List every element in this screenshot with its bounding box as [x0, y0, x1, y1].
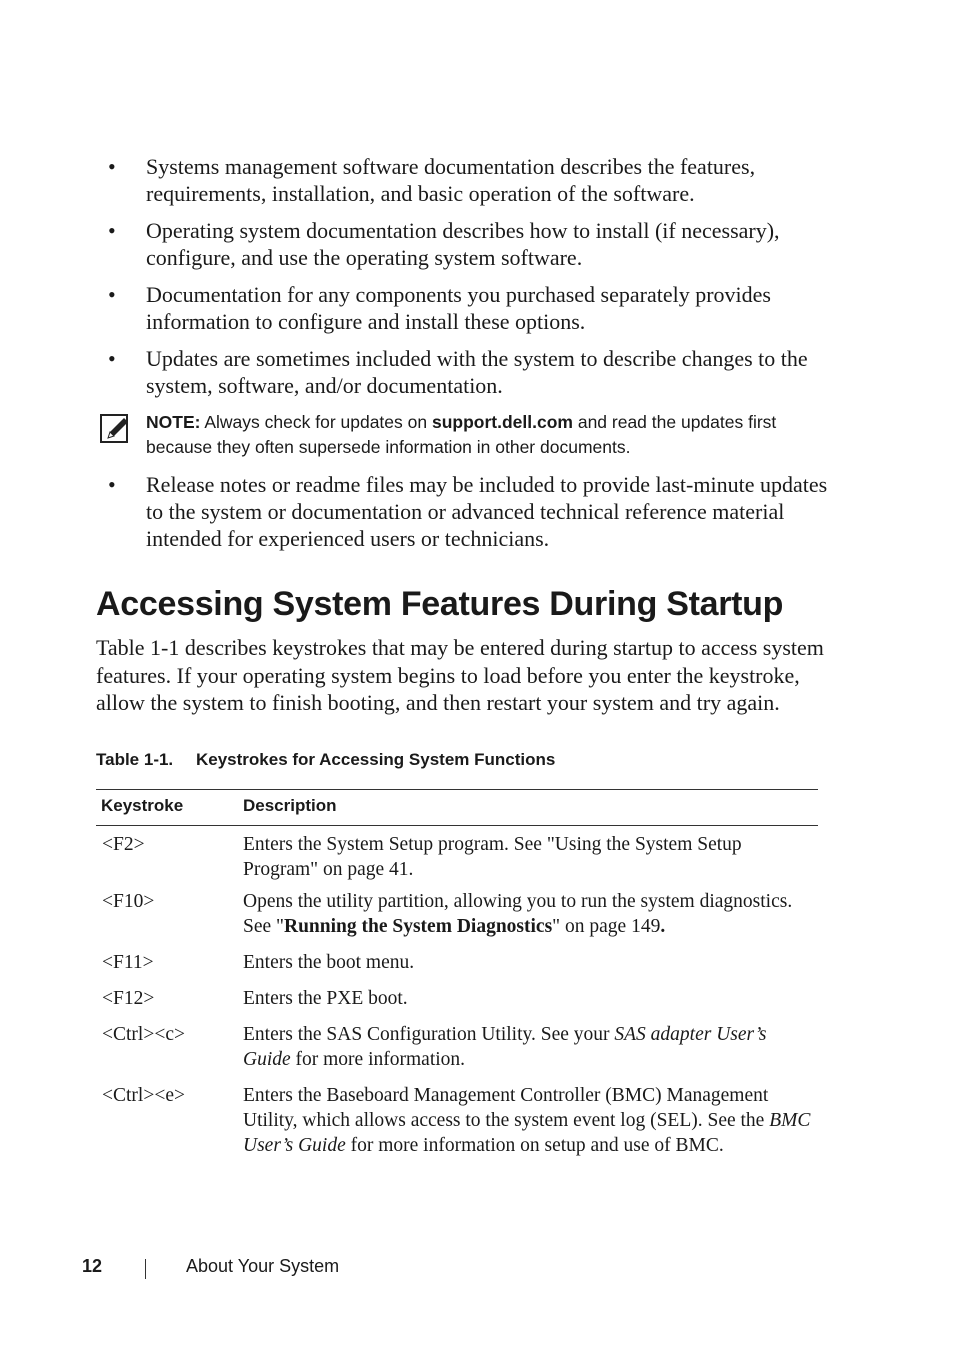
- description-text: SAS adapter User’s Guide: [243, 1024, 767, 1070]
- note-box: [100, 410, 820, 460]
- page-number: 12: [82, 1256, 103, 1276]
- table-row: [96, 1083, 818, 1158]
- description-cell: [243, 986, 813, 1011]
- table-header-rule: [96, 825, 818, 826]
- description-text: .: [660, 916, 666, 937]
- list-item: [108, 153, 828, 207]
- keystroke-cell: <Ctrl><e>: [102, 1085, 185, 1106]
- table-caption-number: Table 1-1.: [96, 750, 174, 769]
- bullet-text: Systems management software documentation describes the features, requirements, installation, and basic operation of the software.: [146, 154, 756, 206]
- bullet-text: Operating system documentation describes how to install (if necessary), configure, and use the operating system software.: [146, 218, 780, 270]
- description-cell: [243, 889, 813, 939]
- note-text-after: and read the updates first because they often supersede information in other documents.: [146, 412, 777, 457]
- list-item: [108, 471, 828, 552]
- table-row: [96, 1022, 818, 1072]
- description-text: Enters the Baseboard Management Controller (BMC) Management Utility, which allows access to the system event log (SEL). See the: [243, 1085, 770, 1131]
- keystroke-cell: <F11>: [102, 952, 154, 973]
- header-description: Description: [243, 796, 337, 815]
- description-text: Enters the System Setup program. See "Using the System Setup Program" on page 41.: [243, 834, 742, 880]
- bullet-marker: •: [108, 218, 116, 243]
- bullet-list: [108, 153, 828, 409]
- bullet-text: Release notes or readme files may be included to provide last-minute updates to the system or documentation or advanced technical reference material intended for experienced users or technicians.: [146, 472, 828, 551]
- keystroke-table: [96, 789, 818, 1158]
- table-caption: [96, 750, 555, 770]
- bullet-text: Documentation for any components you purchased separately provides information to configure and install these options.: [146, 282, 771, 334]
- intro-paragraph: Table 1-1 describes keystrokes that may be entered during startup to access system features. If your operating system begins to load before you enter the keystroke, allow the system to finish booting, and then restart your system and try again.: [96, 635, 824, 715]
- list-item: [108, 217, 828, 271]
- bullet-marker: •: [108, 472, 116, 497]
- keystroke-cell: <Ctrl><c>: [102, 1024, 185, 1045]
- bullet-marker: •: [108, 154, 116, 179]
- keystroke-cell: <F12>: [102, 988, 155, 1009]
- table-row: [96, 832, 818, 882]
- table-row: [96, 889, 818, 939]
- description-cell: [243, 1083, 813, 1158]
- note-text-before: Always check for updates on: [200, 412, 432, 432]
- table-caption-title: Keystrokes for Accessing System Functions: [196, 750, 556, 769]
- bullet-marker: •: [108, 346, 116, 371]
- list-item: [108, 345, 828, 399]
- description-text: Running the System Diagnostics: [284, 916, 553, 937]
- note-text: [100, 410, 820, 460]
- description-text: Opens the utility partition, allowing you to run the system diagnostics. See ": [243, 891, 793, 937]
- table-header-row: [96, 790, 818, 825]
- description-text: for more information on setup and use of BMC.: [345, 1135, 724, 1156]
- footer-section-title: About Your System: [186, 1256, 340, 1276]
- bullet-marker: •: [108, 282, 116, 307]
- description-text: Enters the PXE boot.: [243, 988, 408, 1009]
- description-text: for more information.: [290, 1049, 466, 1070]
- keystroke-cell: <F10>: [102, 891, 155, 912]
- support-link[interactable]: support.dell.com: [431, 412, 573, 432]
- keystroke-cell: <F2>: [102, 834, 145, 855]
- footer-separator: [145, 1259, 146, 1279]
- description-cell: [243, 1022, 813, 1072]
- note-label: NOTE:: [146, 412, 201, 432]
- description-cell: [243, 950, 813, 975]
- table-row: [96, 986, 818, 1011]
- header-keystroke: Keystroke: [101, 796, 184, 815]
- table-row: [96, 950, 818, 975]
- description-text: " on page 149: [552, 916, 661, 937]
- table-body: [96, 832, 818, 1158]
- list-item: [108, 281, 828, 335]
- description-text: Enters the SAS Configuration Utility. See your: [243, 1024, 615, 1045]
- description-cell: [243, 832, 813, 882]
- bullet-text: Updates are sometimes included with the system to describe changes to the system, software, and/or documentation.: [146, 346, 808, 398]
- description-text: BMC User’s Guide: [243, 1110, 811, 1156]
- note-pencil-icon: [100, 414, 130, 444]
- bullet-list-after-note: [108, 471, 828, 562]
- section-heading: Accessing System Features During Startup: [96, 585, 784, 623]
- description-text: Enters the boot menu.: [243, 952, 415, 973]
